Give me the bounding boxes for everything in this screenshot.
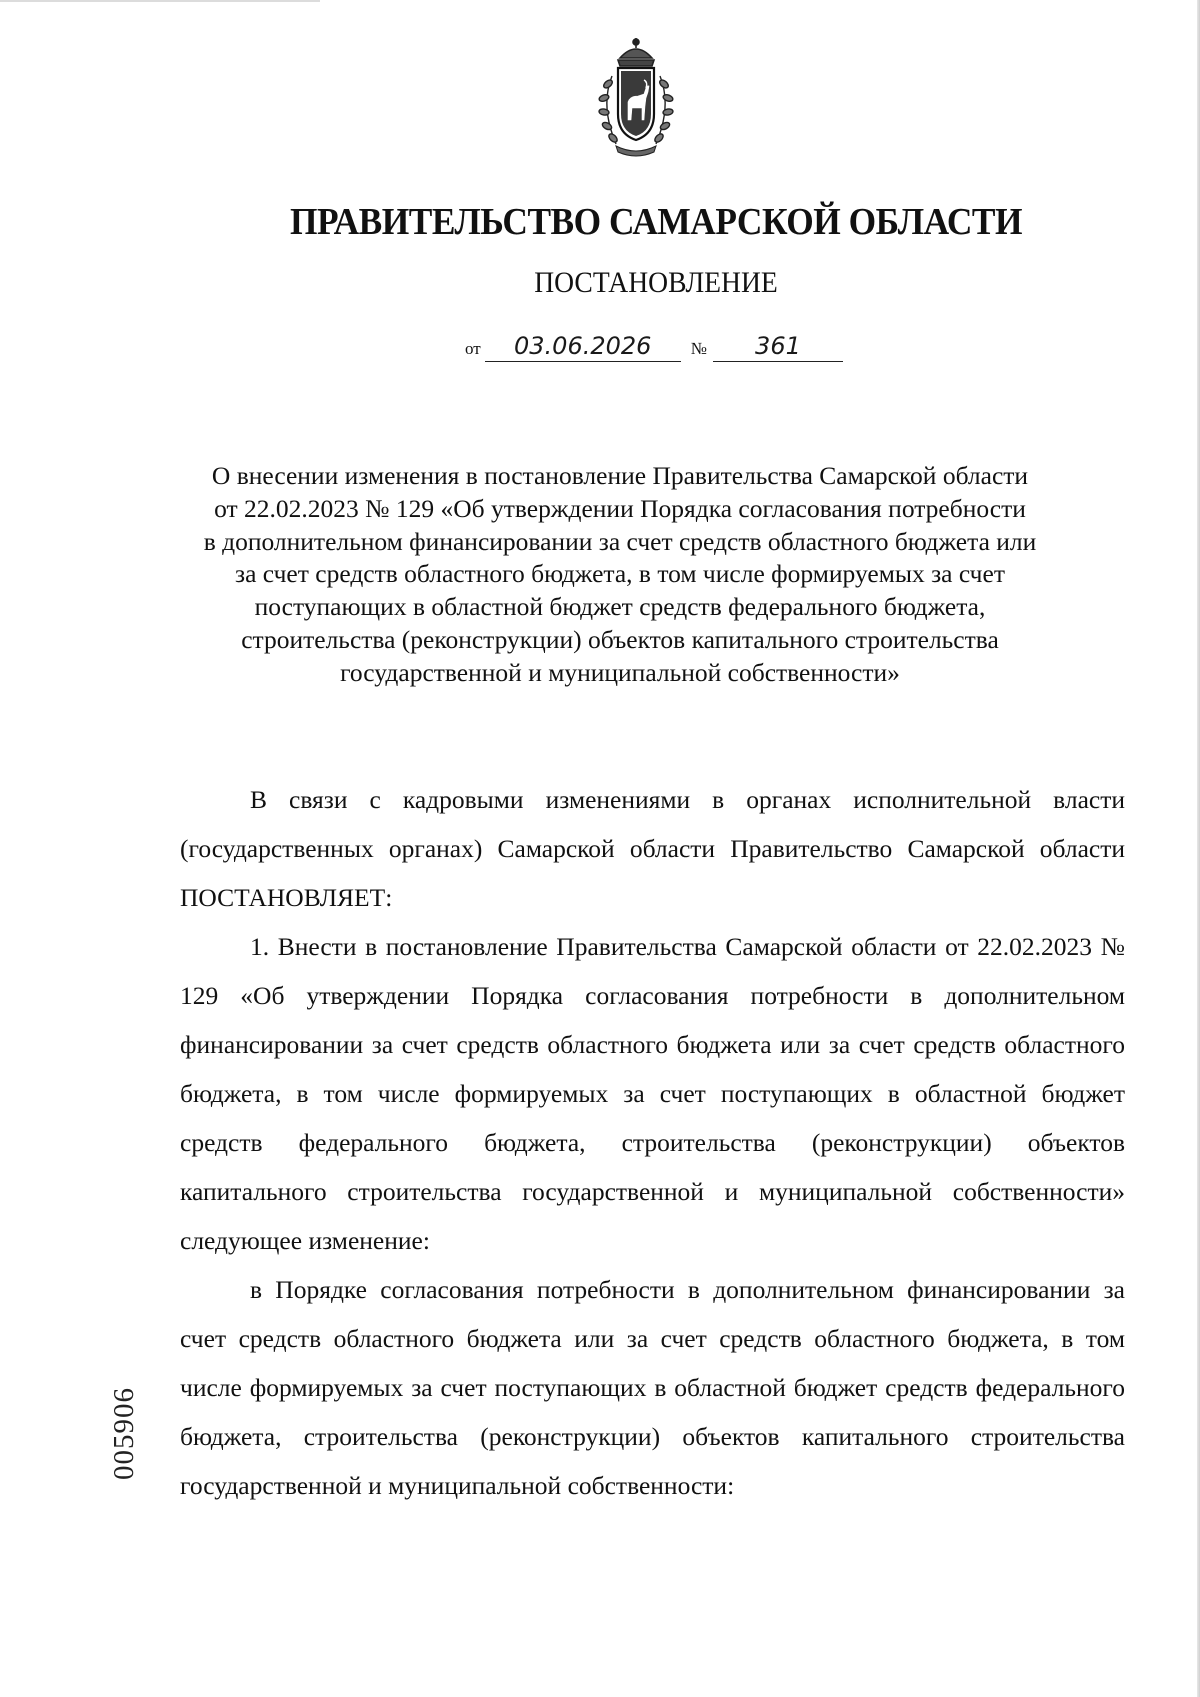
- item-1-paragraph: 1. Внести в постановление Правительства Самарской области от 22.02.2023 № 129 «Об утверждении Порядка согласования потребности в дополнительном финансировании за счет средств областного бюджета или за счет средств областного бюджета, в том числе формируемых за счет поступающих в областной бюджет средств федерального бюджета, строительства (реконструкции) объектов капитального строительства государственной и муниципальной собственности» следующее изменение:: [180, 932, 1125, 1255]
- document-subject: [160, 460, 1080, 690]
- subject-line: О внесении изменения в постановление Правительства Самарской области: [211, 461, 1029, 490]
- item-1-sub-paragraph: в Порядке согласования потребности в дополнительном финансировании за счет средств областного бюджета или за счет средств областного бюджета, в том числе формируемых за счет поступающих в областной бюджет средств федерального бюджета, строительства (реконструкции) объектов капитального строительства государственной и муниципальной собственности:: [180, 1275, 1125, 1500]
- registration-code: 005906: [108, 1387, 140, 1480]
- subject-line: от 22.02.2023 № 129 «Об утверждении Порядка согласования потребности: [214, 493, 1026, 523]
- scan-edge-top-divider: [0, 0, 320, 2]
- document-body: [180, 775, 1125, 1510]
- date-value: 03.06.2026: [485, 331, 681, 362]
- coat-of-arms-icon: [586, 36, 686, 164]
- intro-paragraph: В связи с кадровыми изменениями в органах исполнительной власти (государственных органах) Самарской области Правительство Самарской области ПОСТАНОВЛЯЕТ:: [180, 785, 1125, 912]
- document-type: ПОСТАНОВЛЕНИЕ: [534, 266, 778, 299]
- subject-line: государственной и муниципальной собственности»: [340, 657, 900, 687]
- subject-line: поступающих в областной бюджет средств федерального бюджета,: [254, 592, 986, 622]
- subject-line: строительства (реконструкции) объектов капитального строительства: [241, 624, 999, 654]
- date-number-line: [465, 326, 843, 362]
- organization-title: ПРАВИТЕЛЬСТВО САМАРСКОЙ ОБЛАСТИ: [289, 201, 1023, 243]
- subject-line: за счет средств областного бюджета, в том числе формируемых за счет: [235, 559, 1005, 589]
- number-prefix: №: [690, 339, 707, 358]
- date-prefix: от: [465, 339, 481, 358]
- subject-line: в дополнительном финансировании за счет средств областного бюджета или: [203, 526, 1037, 556]
- number-value: 361: [713, 331, 843, 362]
